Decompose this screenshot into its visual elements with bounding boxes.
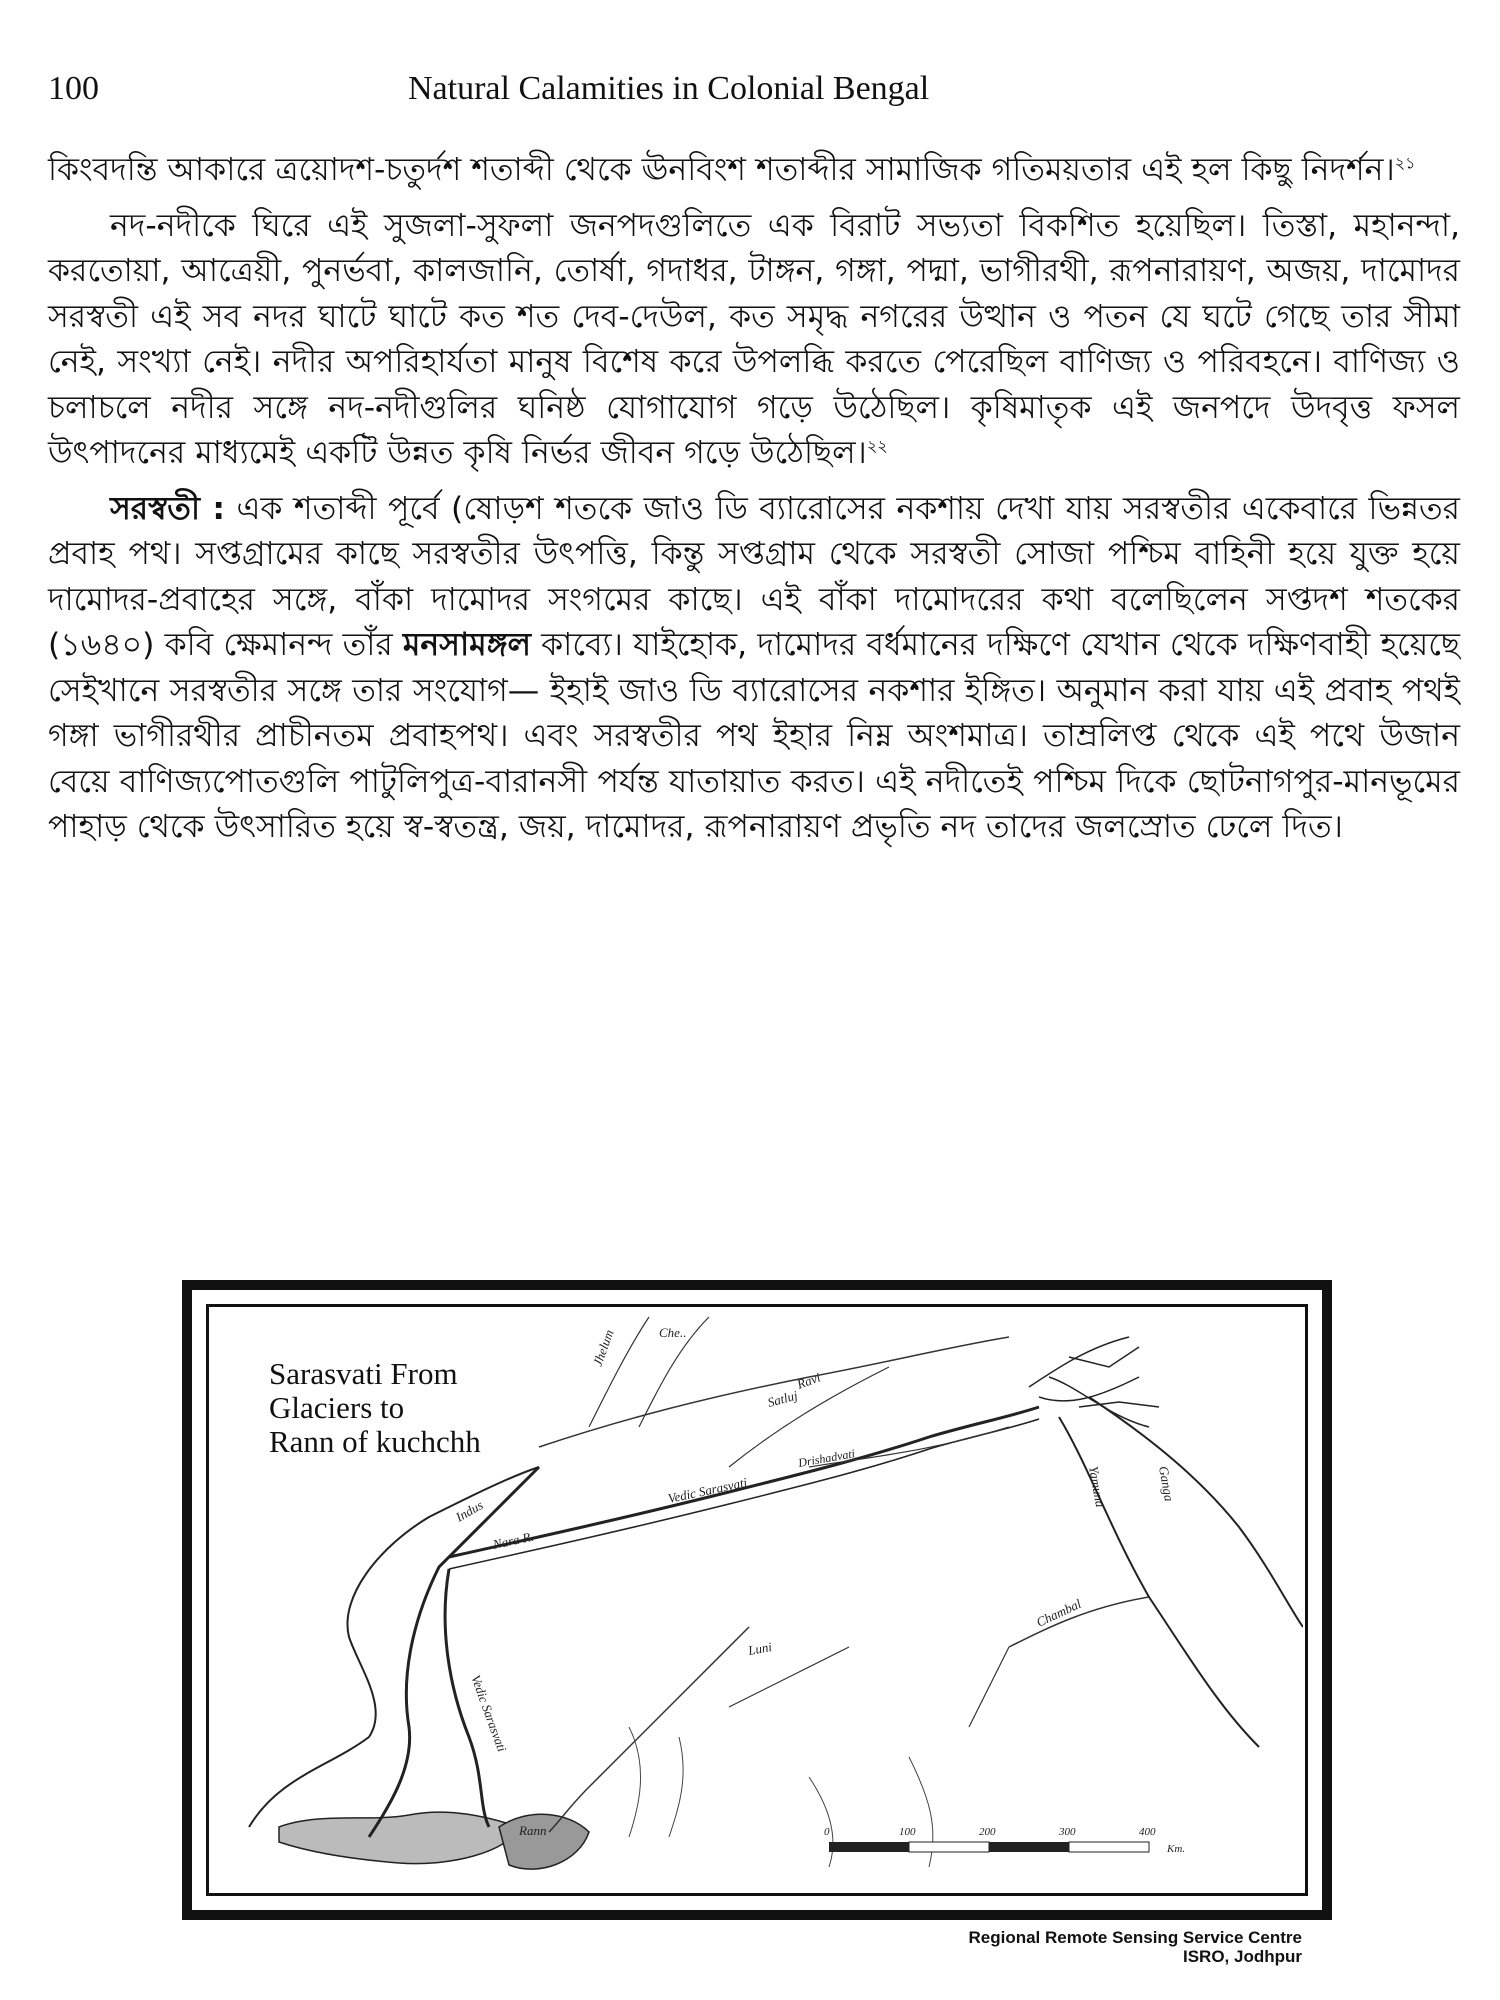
chambal-label: Chambal	[1033, 1595, 1084, 1630]
paragraph-3-text-a: এক শতাব্দী পূর্বে (ষোড়শ শতকে জাও ডি ব্যারোসের নকশায় দেখা যায় সরস্বতীর একেবারে ভিন্নতর প্রবাহ পথ। সপ্তগ্রামের কাছে সরস্বতীর উৎপত্তি, কিন্তু সপ্তগ্রাম থেকে সরস্বতী সোজা পশ্চিম বাহিনী হয়ে যুক্ত হয়ে দামোদর-প্রবাহের সঙ্গে, বাঁকা দামোদর সংগমের কাছে। এই বাঁকা দামোদরের কথা বলেছিলেন সপ্তদশ শতকের (১৬৪০) কবি ক্ষেমানন্দ তাঁর	[48, 490, 1460, 663]
ravi-label: Ravi	[794, 1369, 823, 1392]
jhelum-river	[589, 1317, 649, 1427]
map-figure	[182, 1280, 1332, 1920]
credit-line-2: ISRO, Jodhpur	[1183, 1947, 1302, 1966]
body-text	[48, 148, 1460, 851]
map-drawing	[209, 1307, 1303, 1891]
paragraph-2	[48, 204, 1460, 477]
glacier-network	[1029, 1337, 1159, 1427]
paragraph-1-text: কিংবদন্তি আকারে ত্রয়োদশ-চতুর্দশ শতাব্দী থেকে ঊনবিংশ শতাব্দীর সামাজিক গতিময়তার এই হল কিছু নিদর্শন।	[48, 152, 1395, 188]
page-number: 100	[48, 70, 99, 107]
rann-label: Rann	[519, 1823, 547, 1838]
luni-river	[549, 1627, 749, 1832]
ganga-river	[1089, 1397, 1303, 1627]
scale-label-200: 200	[979, 1826, 996, 1838]
paragraph-1	[48, 148, 1460, 194]
paragraph-3-text-b: কাব্যে। যাইহোক, দামোদর বর্ধমানের দক্ষিণে যেখান থেকে দক্ষিণবাহী হয়েছে সেইখানে সরস্বতীর সঙ্গে তার সংযোগ— ইহাই জাও ডি ব্যারোসের নকশার ইঙ্গিত। অনুমান করা যায় এই প্রবাহ পথই গঙ্গা ভাগীরথীর প্রাচীনতম প্রবাহপথ। এবং সরস্বতীর পথ ইহার নিম্ন অংশমাত্র। তাম্রলিপ্ত থেকে এই পথে উজান বেয়ে বাণিজ্যপোতগুলি পাটুলিপুত্র-বারানসী পর্যন্ত যাতায়াত করত। এই নদীতেই পশ্চিম দিকে ছোটনাগপুর-মানভূমের পাহাড় থেকে উৎসারিত হয়ে স্ব-স্বতন্ত্র, জয়, দামোদর, রূপনারায়ণ প্রভৃতি নদ তাদের জলস্রোত ঢেলে দিত।	[48, 627, 1460, 845]
scale-label-400: 400	[1139, 1826, 1156, 1838]
vedic-sarasvati-river-2	[449, 1419, 1039, 1569]
map-frame	[206, 1304, 1308, 1896]
luni-label: Luni	[746, 1639, 774, 1658]
luni-tributary	[729, 1647, 849, 1707]
indus-river	[369, 1467, 539, 1837]
chenab-label: Che..	[659, 1325, 687, 1340]
yamuna-label: Yamuna	[1086, 1464, 1109, 1509]
chambal-tributary	[969, 1647, 1009, 1727]
map-title-line-3: Rann of kuchchh	[269, 1424, 481, 1459]
page-header	[48, 70, 1458, 120]
jhelum-label: Jhelum	[589, 1327, 617, 1369]
nara-label: Nara R.	[491, 1528, 535, 1552]
scale-label-300: 300	[1059, 1826, 1076, 1838]
paragraph-3-lead: সরস্বতী :	[110, 490, 225, 527]
drishadvati-label: Drishadvati	[797, 1446, 856, 1470]
coastline	[249, 1467, 539, 1827]
running-title: Natural Calamities in Colonial Bengal	[408, 70, 930, 107]
vedic-sarasvati-label: Vedic Sarasvati	[666, 1474, 749, 1506]
paragraph-3	[48, 487, 1460, 851]
map-title-line-1: Sarasvati From	[269, 1356, 458, 1391]
scale-bar	[824, 1826, 1185, 1855]
credit-line-1: Regional Remote Sensing Service Centre	[968, 1928, 1302, 1947]
vedic-sarasvati-south-label: Vedic Sarasvati	[468, 1672, 510, 1754]
map-credit	[832, 1928, 1302, 1966]
rann-area	[279, 1812, 519, 1864]
map-title-line-2: Glaciers to	[269, 1390, 405, 1425]
scale-label-100: 100	[899, 1826, 916, 1838]
indus-label: Indus	[453, 1497, 486, 1525]
footnote-ref-22: ২২	[866, 436, 888, 456]
scale-unit: Km.	[1167, 1843, 1186, 1855]
paragraph-2-text: নদ-নদীকে ঘিরে এই সুজলা-সুফলা জনপদগুলিতে এক বিরাট সভ্যতা বিকশিত হয়েছিল। তিস্তা, মহানন্দা, করতোয়া, আত্রেয়ী, পুনর্ভবা, কালজানি, তোর্ষা, গদাধর, টাঙ্গন, গঙ্গা, পদ্মা, ভাগীরথী, রূপনারায়ণ, অজয়, দামোদর সরস্বতী এই সব নদর ঘাটে ঘাটে কত শত দেব-দেউল, কত সমৃদ্ধ নগরের উত্থান ও পতন যে ঘটে গেছে তার সীমা নেই, সংখ্যা নেই। নদীর অপরিহার্যতা মানুষ বিশেষ করে উপলব্ধি করতে পেরেছিল বাণিজ্য ও পরিবহনে। বাণিজ্য ও চলাচলে নদীর সঙ্গে নদ-নদীগুলির ঘনিষ্ঠ যোগাযোগ গড়ে উঠেছিল। কৃষিমাতৃক এই জনপদে উদবৃত্ত ফসল উৎপাদনের মাধ্যমেই একটি উন্নত কৃষি নির্ভর জীবন গড়ে উঠেছিল।	[48, 207, 1460, 471]
satluj-river	[539, 1337, 1009, 1447]
ganga-label: Ganga	[1156, 1464, 1177, 1503]
paragraph-3-bold-term: মনসামঙ্গল	[402, 627, 531, 663]
scale-label-0: 0	[824, 1826, 830, 1838]
footnote-ref-21: ২১	[1394, 153, 1416, 173]
satluj-label: Satluj	[765, 1387, 800, 1410]
